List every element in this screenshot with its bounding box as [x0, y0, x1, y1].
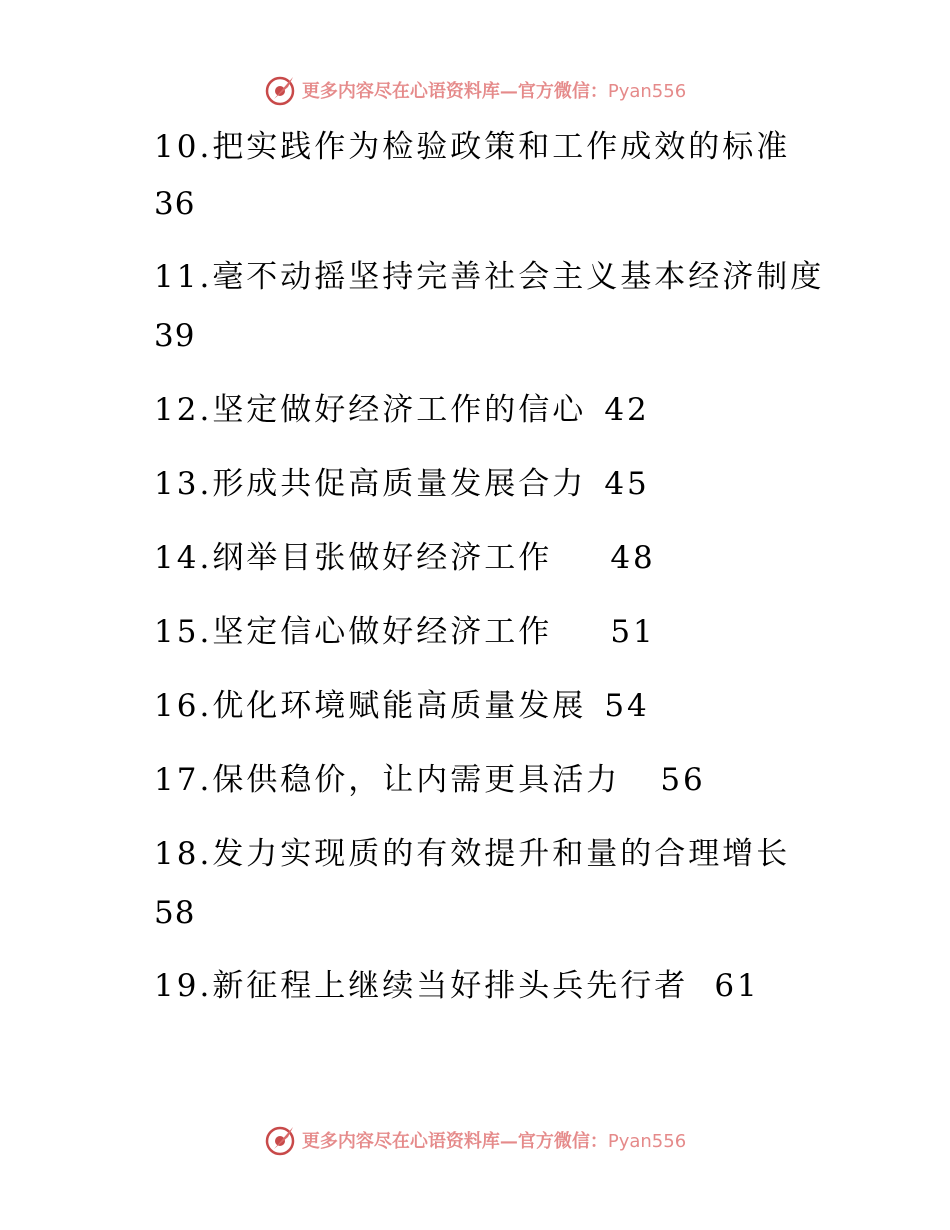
toc-page-11: 39 [154, 318, 196, 354]
quill-logo-icon [264, 73, 298, 107]
toc-entry-17[interactable]: 17.保供稳价，让内需更具活力 56 [154, 762, 706, 798]
toc-entry-11[interactable]: 11.毫不动摇坚持完善社会主义基本经济制度 [154, 259, 825, 295]
watermark-text: 更多内容尽在心语资料库—官方微信：Pyan556 [301, 1131, 687, 1152]
quill-logo-icon [264, 1123, 298, 1157]
toc-entry-15[interactable]: 15.坚定信心做好经济工作 51 [154, 614, 656, 650]
toc-page-10: 36 [154, 186, 196, 222]
watermark-text: 更多内容尽在心语资料库—官方微信：Pyan556 [301, 81, 687, 102]
toc-entry-14[interactable]: 14.纲举目张做好经济工作 48 [154, 540, 656, 576]
toc-entry-10[interactable]: 10.把实践作为检验政策和工作成效的标准 [154, 129, 791, 165]
toc-entry-16[interactable]: 16.优化环境赋能高质量发展 54 [154, 688, 650, 724]
header-watermark [0, 72, 950, 108]
toc-entry-12[interactable]: 12.坚定做好经济工作的信心 42 [154, 392, 650, 428]
toc-entry-18[interactable]: 18.发力实现质的有效提升和量的合理增长 [154, 836, 791, 872]
toc-entry-13[interactable]: 13.形成共促高质量发展合力 45 [154, 466, 650, 502]
toc-entry-19[interactable]: 19.新征程上继续当好排头兵先行者 61 [154, 968, 760, 1004]
toc-page-18: 58 [154, 895, 196, 931]
footer-watermark [0, 1122, 950, 1158]
